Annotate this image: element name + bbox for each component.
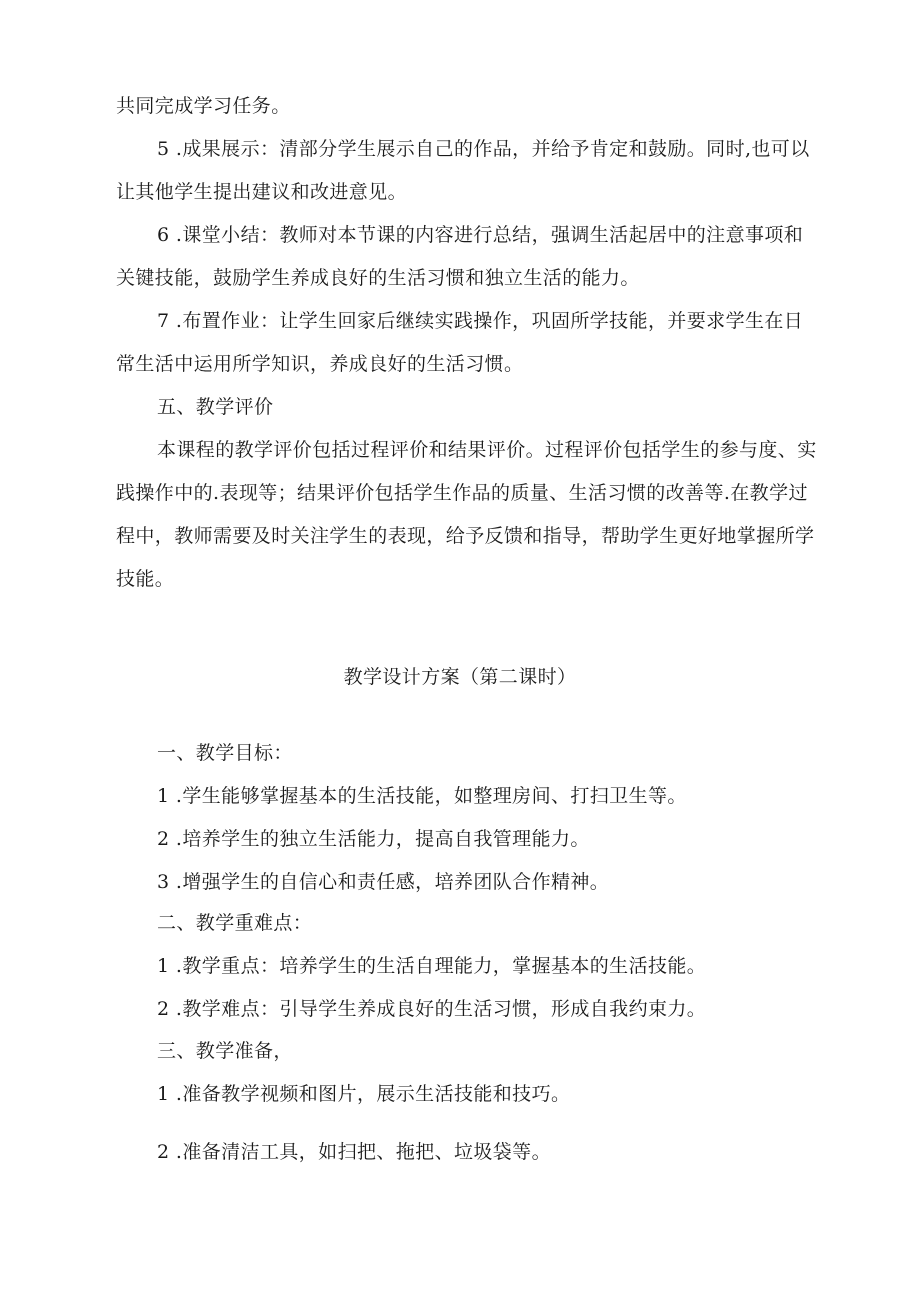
heading-key-points: 二、教学重难点： — [157, 912, 313, 934]
step-5-line-1: 5 .成果展示：清部分学生展示自己的作品，并给予肯定和鼓励。同时,也可以 — [157, 138, 810, 160]
evaluation-line-2: 践操作中的.表现等；结果评价包括学生作品的质量、生活习惯的改善等.在教学过 — [116, 482, 808, 504]
step-6-line-1: 6 .课堂小结：教师对本节课的内容进行总结，强调生活起居中的注意事项和 — [157, 224, 804, 246]
step-7-line-2: 常生活中运用所学知识，养成良好的生活习惯。 — [116, 353, 524, 375]
goal-item-1: 1 .学生能够掌握基本的生活技能，如整理房间、打扫卫生等。 — [157, 785, 687, 807]
step-5-line-2: 让其他学生提出建议和改进意见。 — [116, 181, 408, 203]
key-point-item-2: 2 .教学难点：引导学生养成良好的生活习惯，形成自我约束力。 — [157, 998, 707, 1020]
key-point-item-1: 1 .教学重点：培养学生的生活自理能力，掌握基本的生活技能。 — [157, 955, 707, 977]
preparation-item-2: 2 .准备清洁工具，如扫把、拖把、垃圾袋等。 — [157, 1141, 551, 1163]
goal-item-3: 3 .增强学生的自信心和责任感，培养团队合作精神。 — [157, 871, 610, 893]
evaluation-line-1: 本课程的教学评价包括过程评价和结果评价。过程评价包括学生的参与度、实 — [157, 439, 817, 461]
continuation-line: 共同完成学习任务。 — [116, 95, 291, 117]
heading-teaching-goals: 一、教学目标： — [157, 742, 293, 764]
evaluation-line-4: 技能。 — [116, 568, 175, 590]
preparation-item-1: 1 .准备教学视频和图片，展示生活技能和技巧。 — [157, 1083, 571, 1105]
heading-preparation: 三、教学准备， — [157, 1040, 293, 1062]
step-6-line-2: 关键技能，鼓励学生养成良好的生活习惯和独立生活的能力。 — [116, 267, 640, 289]
lesson-title: 教学设计方案（第二课时） — [343, 666, 577, 688]
goal-item-2: 2 .培养学生的独立生活能力，提高自我管理能力。 — [157, 828, 590, 850]
evaluation-line-3: 程中，教师需要及时关注学生的表现，给予反馈和指导，帮助学生更好地掌握所学 — [116, 525, 815, 547]
heading-teaching-evaluation: 五、教学评价 — [157, 396, 274, 418]
step-7-line-1: 7 .布置作业：让学生回家后继续实践操作，巩固所学技能，并要求学生在日 — [157, 310, 804, 332]
